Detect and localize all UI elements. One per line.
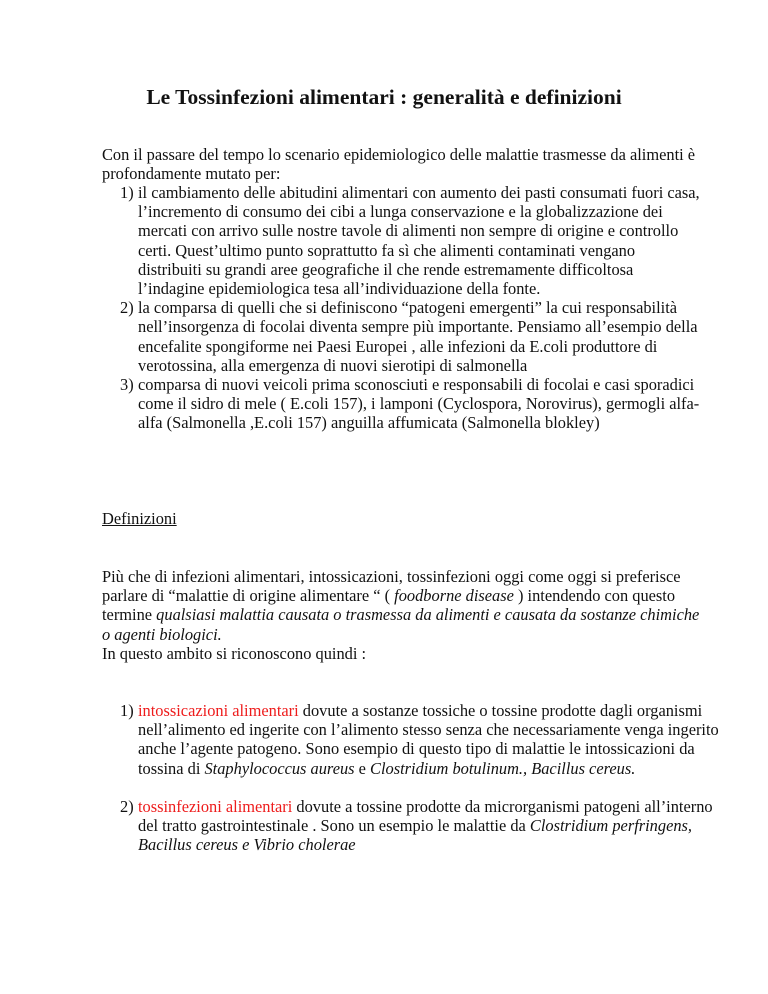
definitions-text-3: In questo ambito si riconoscono quindi : [102, 643, 367, 663]
categories-list-2 [102, 797, 722, 855]
cause-text: la comparsa di quelli che si definiscono “patogeni emergenti” la cui responsabilità nell’insorgenza di focolai diventa sempre più importante. Pensiamo all’esempio della encefalite spongiforme nei Paesi Europei , alle infezioni da E.coli produttore di verotossina, alla emergenza di nuovi sierotipi di salmonella [138, 298, 698, 375]
definitions-text-1: Più che di infezioni alimentari, intossicazioni, tossinfezioni oggi come oggi si preferisce parlare di “malattie di origine alimentare “ ( [102, 567, 681, 606]
category-text-2: e [354, 758, 371, 778]
organism-name: Staphylococcus aureus [204, 758, 355, 778]
list-number: 2) [120, 298, 134, 318]
definitions-text-2: ) intendendo con questo termine [102, 586, 676, 625]
definition-italic: qualsiasi malattia causata o trasmessa da alimenti e causata da sostanze chimiche o agenti biologici. [102, 605, 700, 644]
category-term: tossinfezioni alimentari [138, 797, 293, 816]
organism-names: Clostridium perfringens, Bacillus cereus e Vibrio cholerae [138, 816, 693, 855]
organism-names: Clostridium botulinum., Bacillus cereus. [370, 758, 636, 778]
category-text: dovute a sostanze tossiche o tossine prodotte dagli organismi nell’alimento ed ingerite con l’alimento stesso senza che necessariamente venga ingerito anche l’agente patogeno. Sono esempio di questo tipo di malattie le intossicazioni da tossina di [138, 701, 719, 778]
category-text: dovute a tossine prodotte da microrganismi patogeni all’interno del tratto gastrointestinale . Sono un esempio le malattie da [138, 797, 713, 836]
categories-list-1 [102, 701, 722, 778]
list-number: 2) [120, 797, 134, 816]
category-term: intossicazioni alimentari [138, 701, 299, 720]
foodborne-disease-term: foodborne disease [394, 586, 514, 606]
category-item-tossinfezioni [102, 797, 722, 855]
definitions-paragraph [102, 567, 702, 663]
causes-list [102, 183, 702, 433]
cause-text: il cambiamento delle abitudini alimentari con aumento dei pasti consumati fuori casa, l’incremento di consumo dei cibi a lunga conservazione e la globalizzazione dei mercati con arrivo sulle nostre tavole di alimenti non sempre di origine e controllo certi. Quest’ultimo punto soprattutto fa sì che alimenti contaminati vengano distribuiti su grandi aree geografiche il che rende estremamente difficoltosa l’indagine epidemiologica tesa all’individuazione della fonte. [138, 183, 700, 299]
list-number: 1) [120, 701, 134, 720]
cause-text: comparsa di nuovi veicoli prima sconosciuti e responsabili di focolai e casi sporadici come il sidro di mele ( E.coli 157), i lamponi (Cyclospora, Norovirus), germogli alfa-alfa (Salmonella ,E.coli 157) anguilla affumicata (Salmonella blokley) [138, 375, 700, 433]
definitions-heading: Definizioni [102, 509, 177, 528]
list-number: 1) [120, 183, 134, 202]
document-title: Le Tossinfezioni alimentari : generalità e definizioni [146, 85, 622, 109]
cause-item-1 [102, 183, 702, 298]
category-item-intossicazioni [102, 701, 722, 778]
intro-paragraph: Con il passare del tempo lo scenario epidemiologico delle malattie trasmesse da alimenti è profondamente mutato per: [102, 145, 696, 184]
list-number: 3) [120, 375, 134, 395]
cause-item-3 [102, 375, 702, 433]
cause-item-2 [102, 298, 702, 375]
